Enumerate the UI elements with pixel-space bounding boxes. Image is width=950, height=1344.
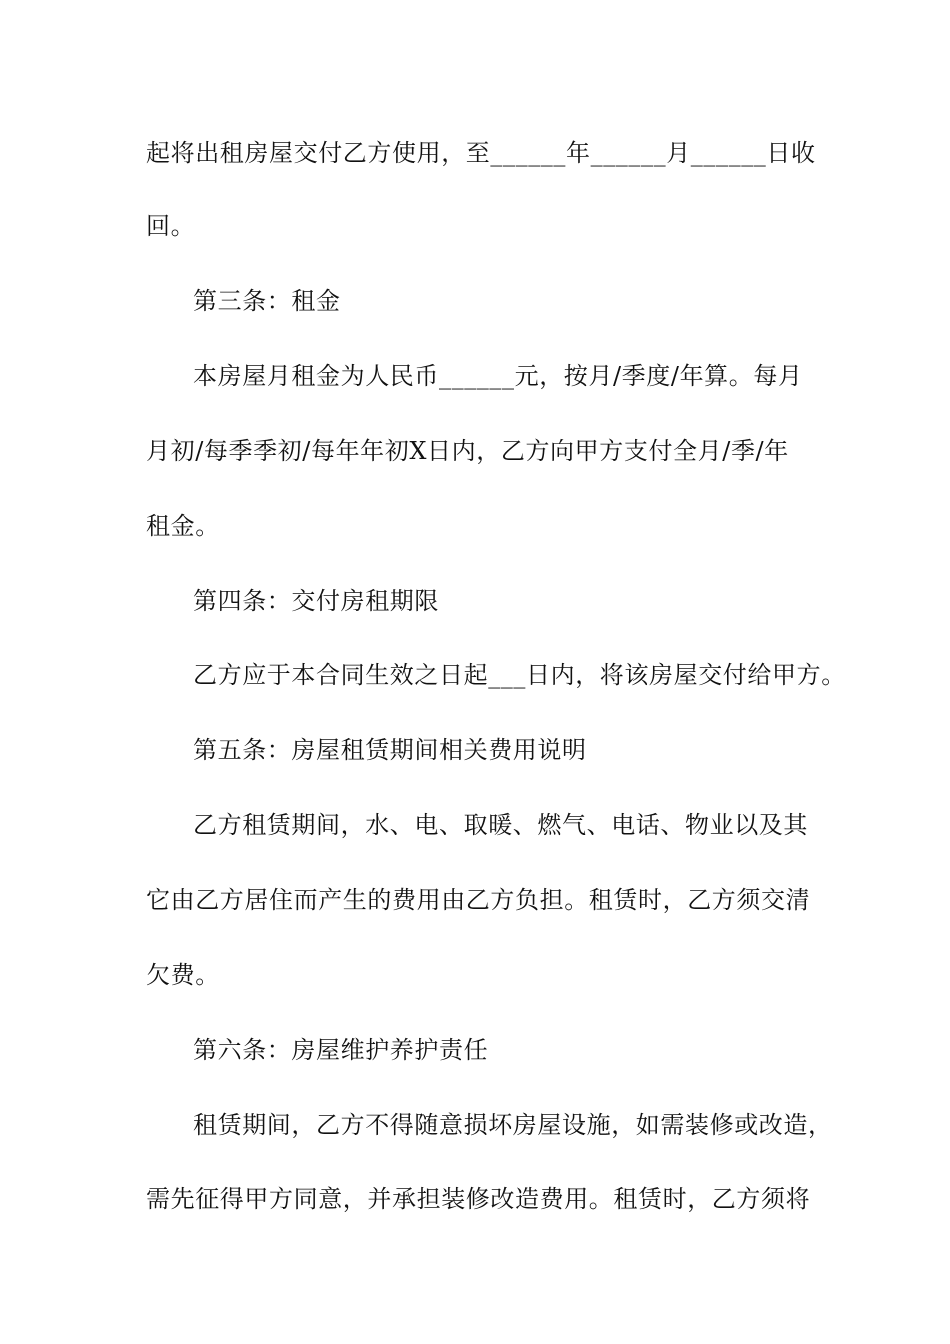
text-line: 租赁期间，乙方不得随意损坏房屋设施，如需装修或改造， [193,1111,833,1139]
section-heading: 第三条：租金 [193,287,341,315]
section-heading: 第四条：交付房租期限 [193,587,439,615]
text-line: 租金。 [146,512,220,540]
text-line: 需先征得甲方同意，并承担装修改造费用。租赁时，乙方须将 [146,1185,811,1213]
text-line: 月初/每季季初/每年年初X日内，乙方向甲方支付全月/季/年 [146,437,789,465]
text-line: 乙方租赁期间，水、电、取暖、燃气、电话、物业以及其 [193,811,808,839]
text-line: 回。 [146,212,196,240]
text-line: 起将出租房屋交付乙方使用，至______年______月______日收 [146,139,816,167]
text-line: 欠费。 [146,961,220,989]
text-line: 乙方应于本合同生效之日起___日内，将该房屋交付给甲方。 [193,661,846,689]
text-line: 它由乙方居住而产生的费用由乙方负担。租赁时，乙方须交清 [146,886,811,914]
section-heading: 第五条：房屋租赁期间相关费用说明 [193,736,587,764]
text-line: 本房屋月租金为人民币______元，按月/季度/年算。每月 [193,362,803,390]
section-heading: 第六条：房屋维护养护责任 [193,1036,489,1064]
